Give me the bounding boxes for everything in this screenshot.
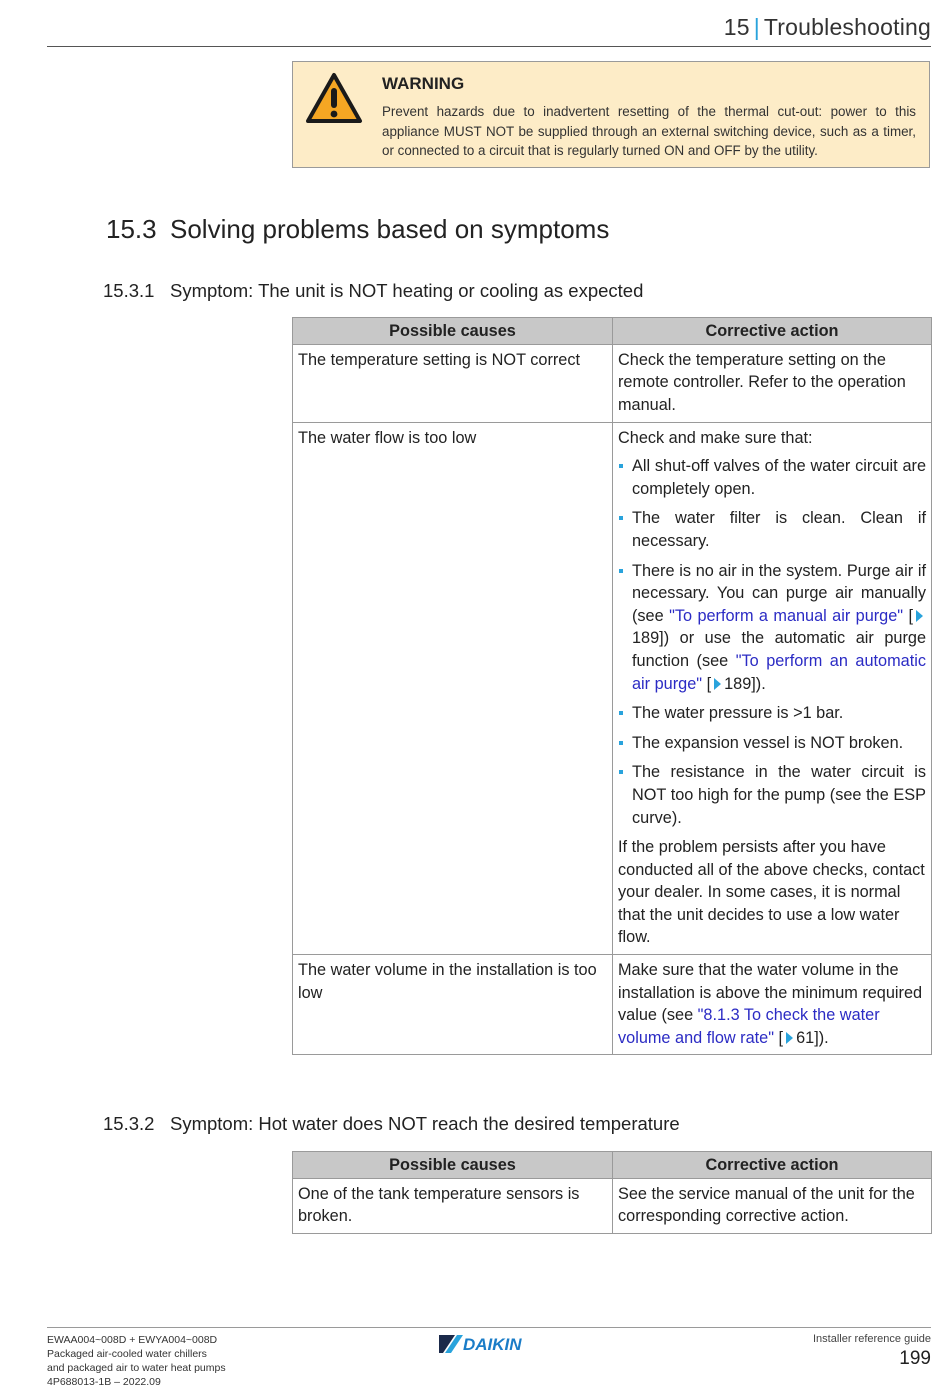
- ref-bracket: [: [774, 1028, 784, 1047]
- chapter-header: [724, 14, 931, 41]
- svg-text:DAIKIN: DAIKIN: [463, 1335, 522, 1354]
- table-row: [293, 344, 932, 422]
- subsection-heading: [103, 280, 643, 302]
- chapter-separator: |: [753, 14, 760, 40]
- list-item: The water pressure is >1 bar.: [618, 702, 926, 725]
- list-item: [618, 560, 926, 696]
- action-cell: See the service manual of the unit for the corresponding corrective action.: [613, 1178, 932, 1233]
- section-title: Solving problems based on symptoms: [170, 214, 610, 244]
- troubleshooting-table: [292, 1151, 932, 1234]
- automatic-air-purge-link[interactable]: "To perform an automatic air purge": [632, 651, 926, 693]
- action-cell: [613, 955, 932, 1055]
- daikin-logo-icon: [439, 1333, 543, 1355]
- troubleshooting-table: [292, 317, 932, 1055]
- chapter-title: Troubleshooting: [763, 14, 931, 40]
- subsection-heading: [103, 1113, 680, 1135]
- page-ref-arrow-icon[interactable]: [916, 610, 923, 622]
- action-intro: Check and make sure that:: [618, 428, 813, 447]
- list-item-text: There is no air in the system. Purge air if necessary. You can purge air manually (see: [632, 561, 926, 625]
- cause-cell: The water flow is too low: [293, 422, 613, 954]
- warning-box: [292, 61, 930, 168]
- checklist: [618, 455, 926, 829]
- ref-bracket: [: [702, 674, 712, 693]
- column-header-causes: Possible causes: [293, 318, 613, 345]
- footer-description-1: Packaged air-cooled water chillers: [47, 1348, 207, 1360]
- subsection-title: Symptom: Hot water does NOT reach the desired temperature: [170, 1113, 680, 1134]
- manual-air-purge-link[interactable]: "To perform a manual air purge": [669, 606, 904, 625]
- footer-product-info: [47, 1333, 226, 1389]
- warning-triangle-icon: [305, 72, 363, 124]
- page-number: 199: [899, 1348, 931, 1369]
- subsection-number: 15.3.1: [103, 280, 155, 301]
- list-item: The water filter is clean. Clean if necessary.: [618, 507, 926, 552]
- action-outro: If the problem persists after you have conducted all of the above checks, contact your dealer. In some cases, it is normal that the unit decides to use a low water flow.: [618, 838, 925, 947]
- footer-document-code: 4P688013-1B – 2022.09: [47, 1376, 161, 1388]
- subsection-title: Symptom: The unit is NOT heating or cooling as expected: [170, 280, 644, 301]
- action-text: 61]).: [796, 1028, 829, 1047]
- footer-divider: [47, 1327, 931, 1328]
- warning-title: WARNING: [382, 74, 465, 93]
- table-header-row: [293, 318, 932, 345]
- subsection-number: 15.3.2: [103, 1113, 155, 1134]
- table-row: [293, 955, 932, 1055]
- action-cell: [613, 422, 932, 954]
- list-item: The resistance in the water circuit is NOT too high for the pump (see the ESP curve).: [618, 761, 926, 829]
- footer-description-2: and packaged air to water heat pumps: [47, 1362, 226, 1374]
- table-row: [293, 1178, 932, 1233]
- cause-cell: One of the tank temperature sensors is broken.: [293, 1178, 613, 1233]
- cause-cell: The water volume in the installation is too low: [293, 955, 613, 1055]
- action-text: Make sure that the water volume in the installation is above the minimum required value (see: [618, 961, 923, 1025]
- warning-text: Prevent hazards due to inadvertent resetting of the thermal cut-out: power to this appliance MUST NOT be supplied through an external switching device, such as a timer, or connected to a circuit that is regularly turned ON and OFF by the utility.: [382, 104, 916, 158]
- page-ref-arrow-icon[interactable]: [714, 678, 721, 690]
- header-divider: [47, 46, 931, 47]
- ref-bracket: [: [903, 606, 913, 625]
- column-header-causes: Possible causes: [293, 1152, 613, 1179]
- page-ref-arrow-icon[interactable]: [786, 1032, 793, 1044]
- column-header-action: Corrective action: [613, 1152, 932, 1179]
- list-item-text: 189]) or use the automatic air purge function (see: [632, 629, 926, 670]
- chapter-number: 15: [723, 14, 750, 40]
- list-item: All shut-off valves of the water circuit are completely open.: [618, 455, 926, 500]
- list-item: The expansion vessel is NOT broken.: [618, 732, 926, 755]
- footer-guide-label: Installer reference guide: [812, 1333, 931, 1345]
- table-header-row: [293, 1152, 932, 1179]
- section-number: 15.3: [106, 214, 157, 244]
- water-volume-link[interactable]: "8.1.3 To check the water volume and flow rate": [618, 1006, 880, 1047]
- action-cell: Check the temperature setting on the remote controller. Refer to the operation manual.: [613, 344, 932, 422]
- section-heading: [106, 214, 609, 245]
- list-item-text: 189]).: [724, 674, 766, 693]
- cause-cell: The temperature setting is NOT correct: [293, 344, 613, 422]
- table-row: [293, 422, 932, 954]
- column-header-action: Corrective action: [613, 318, 932, 345]
- footer-model: EWAA004~008D + EWYA004~008D: [47, 1334, 218, 1346]
